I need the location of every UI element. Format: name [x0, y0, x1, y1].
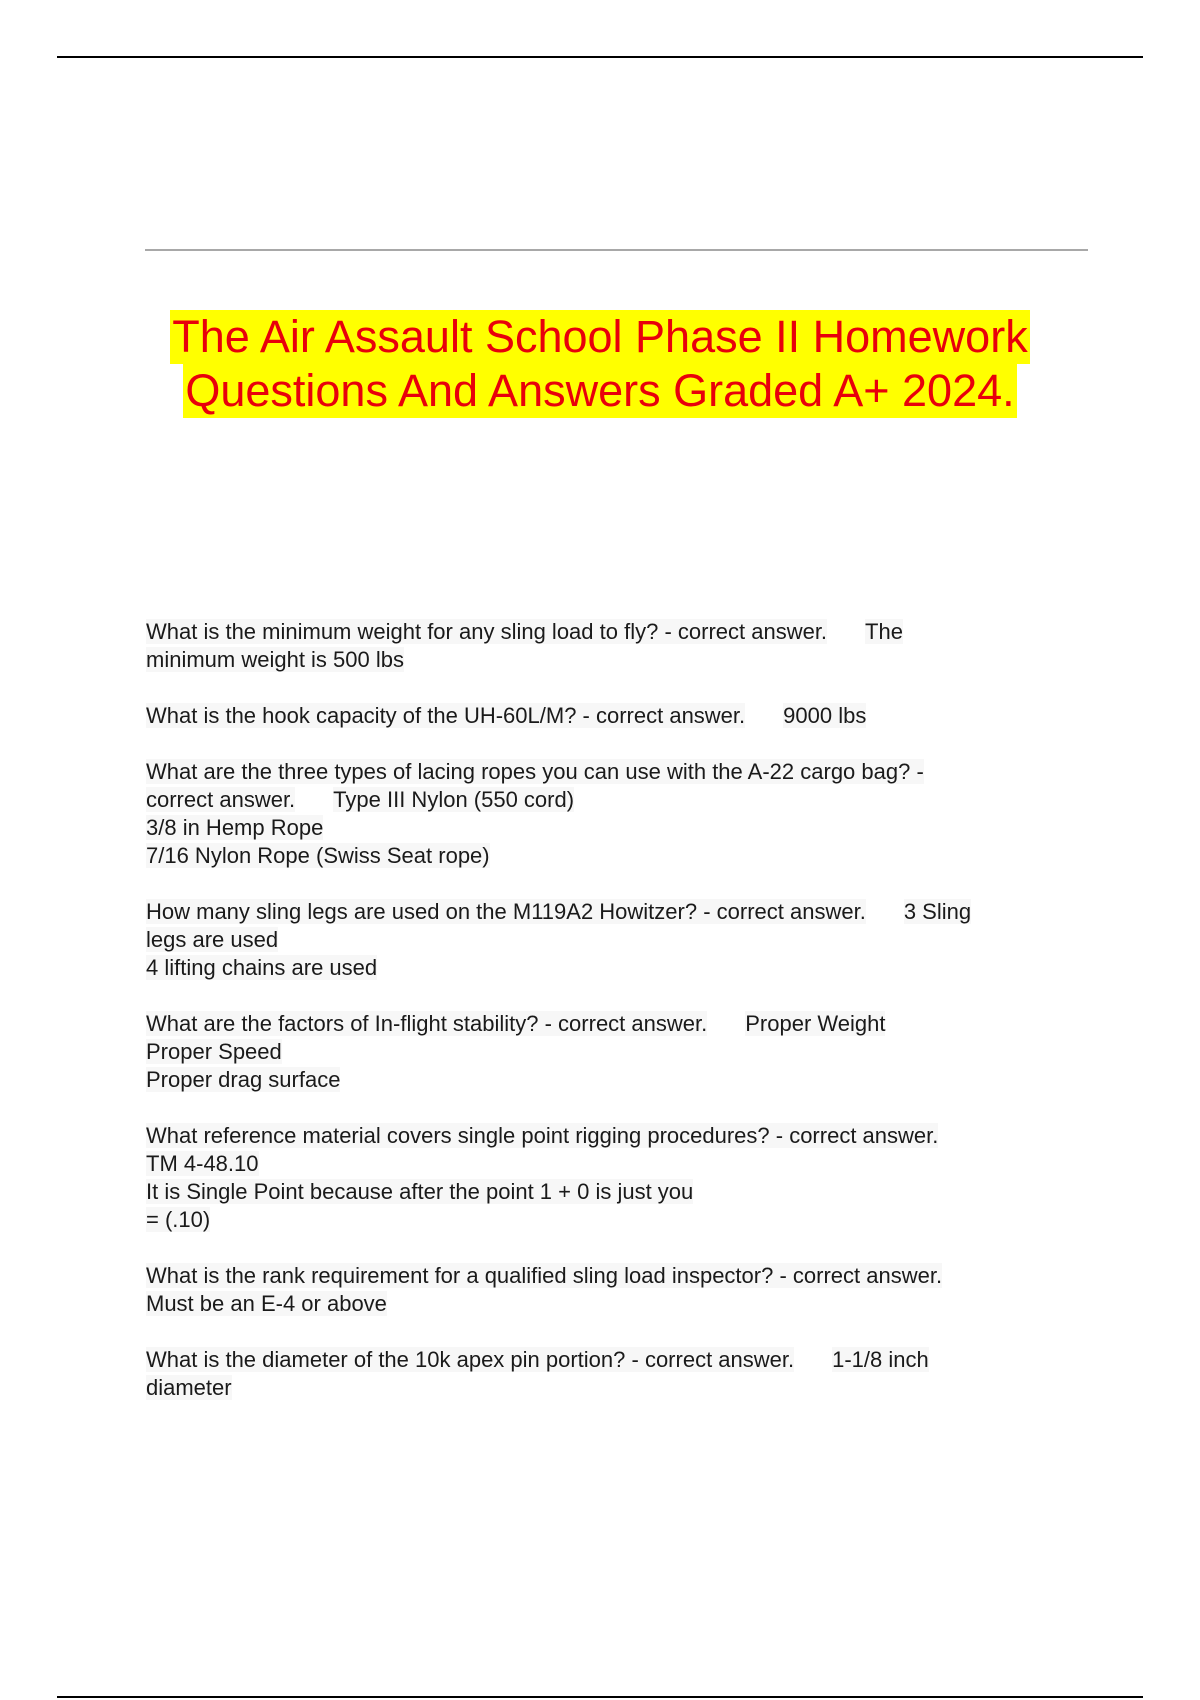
answer-text: Proper drag surface [146, 1067, 341, 1092]
question-text: What are the three types of lacing ropes you can use with the A-22 cargo bag? - [146, 759, 924, 784]
answer-text: legs are used [146, 927, 279, 952]
qa-item [146, 1122, 1046, 1234]
title-line-2: Questions And Answers Graded A+ 2024. [185, 365, 1015, 416]
answer-text: Type III Nylon (550 cord) [333, 787, 575, 812]
answer-text: 7/16 Nylon Rope (Swiss Seat rope) [146, 843, 490, 868]
answer-text: diameter [146, 1375, 232, 1400]
answer-text: Proper Weight [745, 1011, 886, 1036]
title-divider [145, 249, 1088, 251]
qa-item [146, 898, 1046, 982]
question-text: What is the hook capacity of the UH-60L/M? - correct answer. [146, 703, 746, 728]
question-text: What is the minimum weight for any sling load to fly? - correct answer. [146, 619, 828, 644]
qa-item [146, 758, 1046, 870]
page-bottom-rule [57, 1696, 1143, 1698]
qa-item [146, 702, 1046, 730]
question-text: What is the diameter of the 10k apex pin portion? - correct answer. [146, 1347, 795, 1372]
question-text: What are the factors of In-flight stability? - correct answer. [146, 1011, 708, 1036]
answer-text: 9000 lbs [783, 703, 867, 728]
page-top-rule [57, 56, 1143, 58]
answer-text: 4 lifting chains are used [146, 955, 378, 980]
answer-text: 1-1/8 inch [832, 1347, 929, 1372]
answer-text: 3 Sling [903, 899, 972, 924]
title-line-1: The Air Assault School Phase II Homework [172, 311, 1028, 362]
question-text: What reference material covers single point rigging procedures? - correct answer. [146, 1123, 939, 1148]
answer-text: minimum weight is 500 lbs [146, 647, 404, 672]
answer-text: = (.10) [146, 1207, 211, 1232]
qa-item [146, 1262, 1046, 1318]
answer-text: TM 4-48.10 [146, 1151, 259, 1176]
qa-item [146, 1010, 1046, 1094]
answer-text: The [865, 619, 903, 644]
qa-item [146, 618, 1046, 674]
answer-text: Must be an E-4 or above [146, 1291, 387, 1316]
question-text: correct answer. [146, 787, 296, 812]
question-text: What is the rank requirement for a qualified sling load inspector? - correct answer. [146, 1263, 943, 1288]
answer-text: It is Single Point because after the point 1 + 0 is just you [146, 1179, 694, 1204]
qa-item [146, 1346, 1046, 1402]
question-text: How many sling legs are used on the M119A2 Howitzer? - correct answer. [146, 899, 866, 924]
answer-text: Proper Speed [146, 1039, 282, 1064]
document-title [100, 310, 1100, 418]
answer-text: 3/8 in Hemp Rope [146, 815, 324, 840]
qa-list [146, 618, 1046, 1430]
